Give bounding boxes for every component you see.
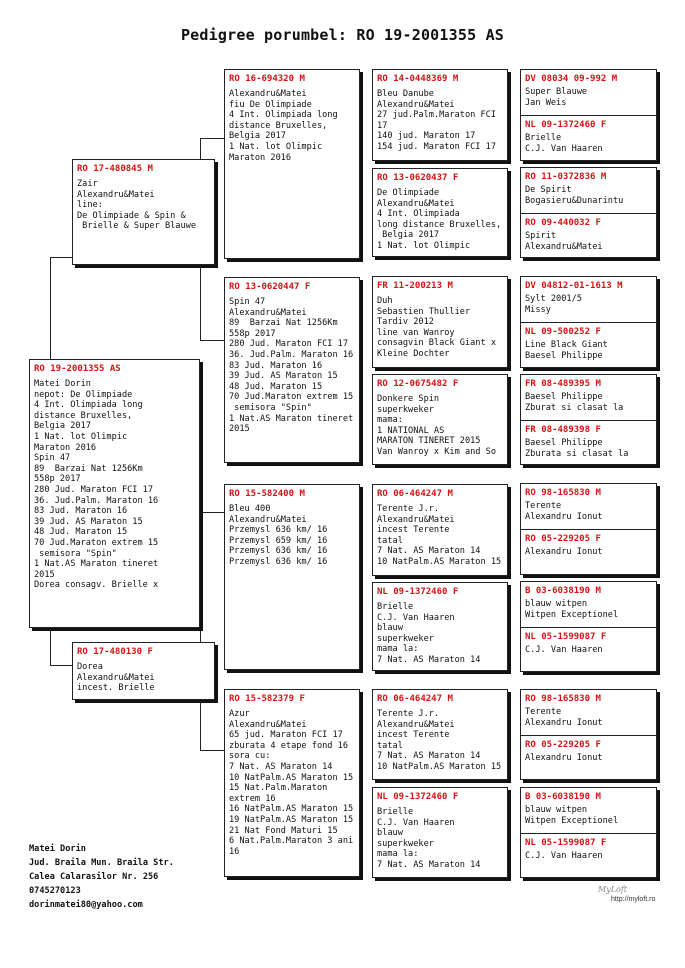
gen5-pair-box (520, 167, 657, 258)
pigeon-details: Spin 47 Alexandru&Matei 89 Barzai Nat 1256Km 558p 2017 280 Jud. Maraton FCI 17 36. Jud.Palm. Maraton 16 83 Jud. Maraton 16 39 Jud. AS Maraton 15 48 Jud. Maraton 15 70 Jud.Maraton extrem 15 semisora "Spin" 1 Nat.AS Maraton tineret 2015 (229, 297, 354, 435)
connector-line (200, 265, 201, 340)
website-url: http://myloft.ro (611, 896, 656, 903)
pigeon-details: blauw witpen Witpen Exceptionel (525, 599, 619, 620)
ring-number: NL 05-1599087 F (525, 632, 607, 642)
ring-number: FR 11-200213 M (377, 281, 453, 291)
pigeon-details: Terente Alexandru Ionut (525, 501, 603, 522)
pigeon-details: Terente J.r. Alexandru&Matei incest Terente tatal 7 Nat. AS Maraton 14 10 NatPalm.AS Maraton 15 (377, 504, 502, 567)
great-grandparent-box (372, 484, 508, 576)
gen5-pair-box (520, 374, 657, 465)
pigeon-details: Alexandru Ionut (525, 547, 603, 557)
ring-number: RO 17-480845 M (77, 164, 153, 174)
connector-line (50, 665, 72, 666)
pigeon-details: Terente Alexandru Ionut (525, 707, 603, 728)
pigeon-details: Alexandru Ionut (525, 753, 603, 763)
gen5-pair-box (520, 69, 657, 161)
ring-number: RO 16-694320 M (229, 74, 305, 84)
ring-number: FR 08-489398 F (525, 425, 601, 435)
ring-number: RO 14-0448369 M (377, 74, 459, 84)
pigeon-details: Matei Dorin nepot: De Olimpiade 4 Int. Olimpiada long distance Bruxelles, Belgia 2017 1 Nat. lot Olimpic Maraton 2016 Spin 47 89 Barzai Nat 1256Km 558p 2017 280 Jud. Maraton FCI 17 36. Jud.Palm. Maraton 16 83 Jud. Maraton 16 39 Jud. AS Maraton 15 48 Jud. Maraton 15 70 Jud.Maraton extrem 15 semisora "Spin" 1 Nat.AS Maraton tineret 2015 Dorea consagv. Brielle x (34, 379, 159, 591)
pigeon-details: Dorea Alexandru&Matei incest. Brielle (77, 662, 155, 694)
father-box (72, 159, 215, 265)
pigeon-details: Zair Alexandru&Matei line: De Olimpiade & Spin & Brielle & Super Blauwe (77, 179, 196, 232)
ring-number: B 03-6038190 M (525, 792, 601, 802)
ring-number: RO 98-165830 M (525, 488, 601, 498)
great-grandparent-box (372, 276, 508, 368)
pigeon-details: Baesel Philippe Zburata si clasat la (525, 438, 629, 459)
connector-line (200, 512, 224, 513)
grandparent-box (224, 484, 360, 670)
ring-number: NL 09-1372460 F (525, 120, 607, 130)
pigeon-details: C.J. Van Haaren (525, 645, 603, 655)
pigeon-details: De Spirit Bogasieru&Dunarintu (525, 185, 624, 206)
ring-number: RO 05-229205 F (525, 740, 601, 750)
ring-number: DV 08034 09-992 M (525, 74, 618, 84)
connector-line (200, 700, 201, 750)
pigeon-details: Super Blauwe Jan Weis (525, 87, 588, 108)
pigeon-details: Spirit Alexandru&Matei (525, 231, 603, 252)
ring-number: B 03-6038190 M (525, 586, 601, 596)
great-grandparent-box (372, 168, 508, 257)
connector-line (200, 138, 201, 159)
owner-contact: Matei Dorin Jud. Braila Mun. Braila Str. Calea Calarasilor Nr. 256 0745270123 dorinmatei80@yahoo.com (29, 844, 174, 910)
ring-number: NL 05-1599087 F (525, 838, 607, 848)
pigeon-details: Alexandru&Matei fiu De Olimpiade 4 Int. Olimpiada long distance Bruxelles, Belgia 2017 1 Nat. lot Olimpic Maraton 2016 (229, 89, 338, 163)
connector-line (200, 340, 224, 341)
ring-number: RO 09-440032 F (525, 218, 601, 228)
pigeon-details: Bleu 400 Alexandru&Matei Przemysl 636 km/ 16 Przemysl 659 km/ 16 Przemysl 636 km/ 16 Przemysl 636 km/ 16 (229, 504, 328, 567)
ring-number: RO 06-464247 M (377, 489, 453, 499)
myloft-logo: MyLoft (598, 885, 628, 894)
pigeon-details: Brielle C.J. Van Haaren blauw superkweker mama la: 7 Nat. AS Maraton 14 (377, 807, 481, 870)
page-title: Pedigree porumbel: RO 19-2001355 AS (180, 26, 505, 44)
pigeon-details: C.J. Van Haaren (525, 851, 603, 861)
grandparent-box (224, 69, 360, 259)
connector-line (50, 257, 72, 258)
mother-box (72, 642, 215, 700)
pigeon-details: Bleu Danube Alexandru&Matei 27 jud.Palm.Maraton FCI 17 140 jud. Maraton 17 154 jud. Maraton FCI 17 (377, 89, 496, 152)
great-grandparent-box (372, 582, 508, 671)
ring-number: RO 05-229205 F (525, 534, 601, 544)
gen5-pair-box (520, 276, 657, 368)
connector-line (200, 750, 224, 751)
ring-number: RO 19-2001355 AS (34, 364, 121, 374)
ring-number: RO 11-0372836 M (525, 172, 607, 182)
ring-number: NL 09-1372460 F (377, 587, 459, 597)
pigeon-details: Terente J.r. Alexandru&Matei incest Terente tatal 7 Nat. AS Maraton 14 10 NatPalm.AS Maraton 15 (377, 709, 502, 772)
gen5-pair-box (520, 483, 657, 575)
pigeon-details: Azur Alexandru&Matei 65 jud. Maraton FCI 17 zburata 4 etape fond 16 sora cu: 7 Nat. AS Maraton 14 10 NatPalm.AS Maraton 15 15 Nat.Palm.Maraton extrem 16 16 NatPalm.AS Maraton 15 19 NatPalm.AS Maraton 15 21 Nat Fond Maturi 15 6 Nat.Palm.Maraton 3 ani 16 (229, 709, 354, 857)
ring-number: FR 08-489395 M (525, 379, 601, 389)
great-grandparent-box (372, 69, 508, 161)
connector-line (50, 257, 51, 359)
ring-number: RO 06-464247 M (377, 694, 453, 704)
pigeon-details: Duh Sebastien Thullier Tardiv 2012 line van Wanroy consagvin Black Giant x Kleine Dochter (377, 296, 496, 359)
connector-line (200, 512, 201, 642)
ring-number: RO 13-0620447 F (229, 282, 311, 292)
ring-number: DV 04812-01-1613 M (525, 281, 623, 291)
gen5-pair-box (520, 787, 657, 878)
pigeon-details: Line Black Giant Baesel Philippe (525, 340, 608, 361)
great-grandparent-box (372, 374, 508, 465)
grandparent-box (224, 277, 360, 463)
pigeon-details: Baesel Philippe Zburat si clasat la (525, 392, 624, 413)
subject-pigeon-box (29, 359, 200, 628)
ring-number: RO 17-480130 F (77, 647, 153, 657)
pigeon-details: Sylt 2001/5 Missy (525, 294, 582, 315)
great-grandparent-box (372, 689, 508, 780)
ring-number: RO 15-582400 M (229, 489, 305, 499)
gen5-pair-box (520, 689, 657, 780)
ring-number: RO 12-0675482 F (377, 379, 459, 389)
connector-line (50, 628, 51, 666)
ring-number: RO 13-0620437 F (377, 173, 459, 183)
ring-number: RO 15-582379 F (229, 694, 305, 704)
pigeon-details: Brielle C.J. Van Haaren (525, 133, 603, 154)
connector-line (200, 138, 224, 139)
gen5-pair-box (520, 581, 657, 672)
ring-number: NL 09-500252 F (525, 327, 601, 337)
grandparent-box (224, 689, 360, 877)
pigeon-details: Brielle C.J. Van Haaren blauw superkweker mama la: 7 Nat. AS Maraton 14 (377, 602, 481, 665)
ring-number: RO 98-165830 M (525, 694, 601, 704)
pigeon-details: blauw witpen Witpen Exceptionel (525, 805, 619, 826)
pigeon-details: De Olimpiade Alexandru&Matei 4 Int. Olimpiada long distance Bruxelles, Belgia 2017 1 Nat. lot Olimpic (377, 188, 502, 251)
great-grandparent-box (372, 787, 508, 878)
pigeon-details: Donkere Spin superkweker mama: 1 NATIONAL AS MARATON TINERET 2015 Van Wanroy x Kim and So (377, 394, 496, 457)
ring-number: NL 09-1372460 F (377, 792, 459, 802)
